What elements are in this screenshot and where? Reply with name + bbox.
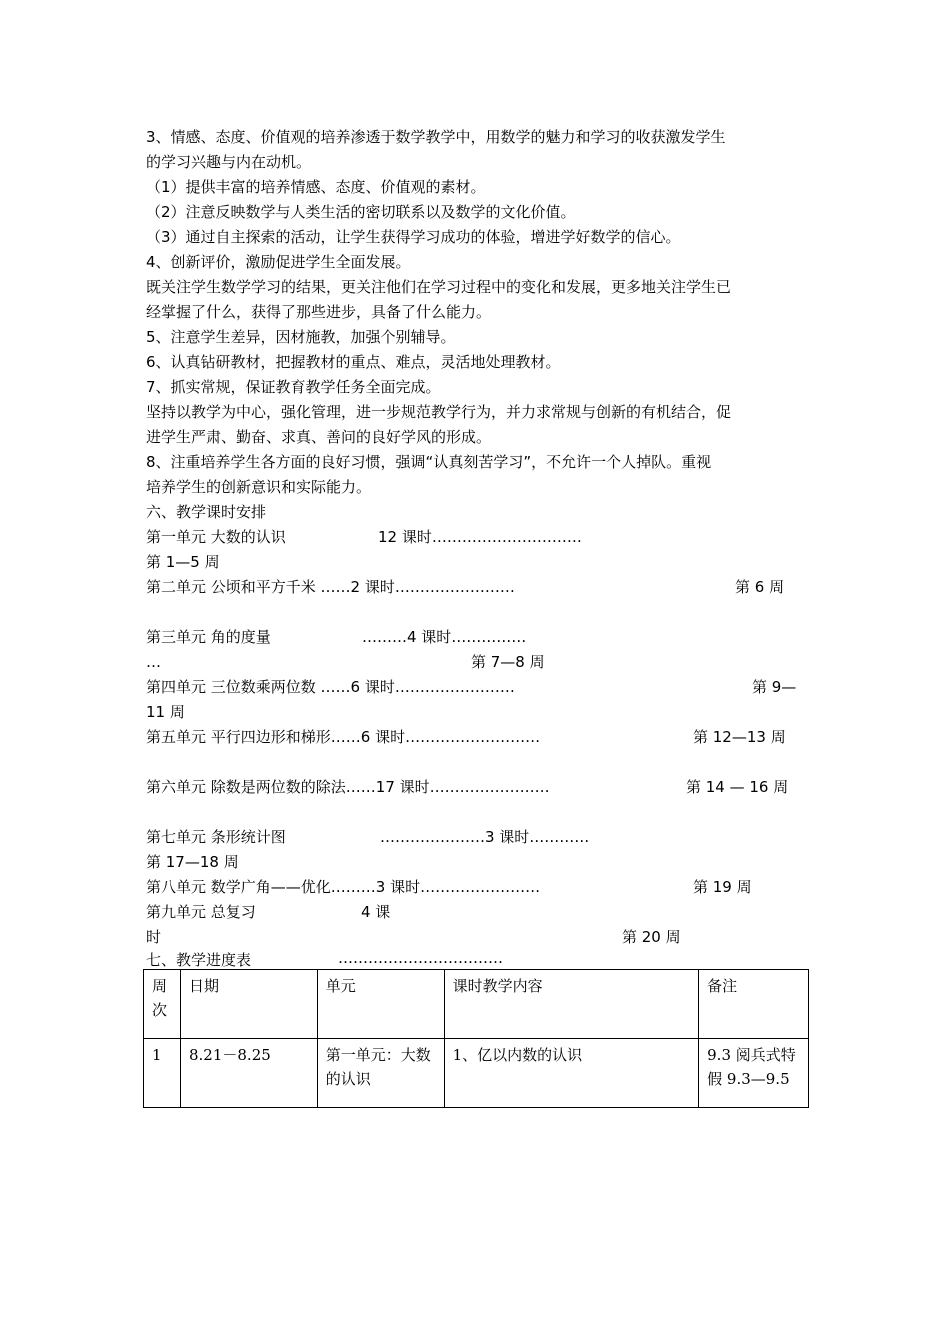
header-week: 周次 [144,970,181,1039]
unit4-name: 第四单元 三位数乘两位数 ……6 课时…………………… [146,678,515,696]
header-date: 日期 [180,970,317,1039]
cell-content: 1、亿以内数的认识 [444,1039,699,1108]
text-line: 坚持以教学为中心，强化管理，进一步规范教学行为，并力求常规与创新的有机结合，促 [146,403,732,421]
text-line: 经掌握了什么，获得了那些进步，具备了什么能力。 [146,303,492,321]
unit4-weeks: 第 9— [752,678,797,696]
text-line: 5、注意学生差异，因材施教，加强个别辅导。 [146,328,456,346]
text-line: 8、注重培养学生各方面的良好习惯，强调“认真刻苦学习”，不允许一个人掉队。重视 [146,453,712,471]
header-content: 课时教学内容 [444,970,699,1039]
unit7-name: 第七单元 条形统计图 [146,828,286,846]
section-dots: …………………………… [338,949,503,967]
text-line: （3）通过自主探索的活动，让学生获得学习成功的体验，增进学好数学的信心。 [146,228,681,246]
unit1-hours: 12 课时………………………… [378,528,582,546]
text-line: 培养学生的创新意识和实际能力。 [146,478,372,496]
unit2-name: 第二单元 公顷和平方千米 ……2 课时…………………… [146,578,515,596]
text-line: 3、情感、态度、价值观的培养渗透于数学教学中，用数学的魅力和学习的收获激发学生 [146,128,726,146]
progress-table [143,969,809,1108]
unit1-name: 第一单元 大数的认识 [146,528,286,546]
header-note: 备注 [699,970,809,1039]
unit3-hours: ………4 课时…………… [362,628,527,646]
unit8-weeks: 第 19 周 [693,878,752,896]
text-line: 7、抓实常规，保证教育教学任务全面完成。 [146,378,441,396]
unit4-weeks-cont: 11 周 [146,703,185,721]
text-line: 6、认真钻研教材，把握教材的重点、难点，灵活地处理教材。 [146,353,561,371]
cell-date: 8.21－8.25 [180,1039,317,1108]
unit2-weeks: 第 6 周 [735,578,785,596]
text-line: （1）提供丰富的培养情感、态度、价值观的素材。 [146,178,486,196]
unit3-dots: … [146,653,161,671]
table-row [144,1039,809,1108]
unit3-weeks: 第 7—8 周 [471,653,545,671]
cell-note: 9.3 阅兵式特假 9.3—9.5 [699,1039,809,1108]
unit1-weeks: 第 1—5 周 [146,553,220,571]
unit7-weeks: 第 17—18 周 [146,853,239,871]
unit6-weeks: 第 14 — 16 周 [686,778,789,796]
unit9-hours-cont: 时 [146,928,162,946]
unit5-weeks: 第 12—13 周 [693,728,786,746]
unit9-weeks: 第 20 周 [622,928,681,946]
unit8-name: 第八单元 数学广角——优化………3 课时…………………… [146,878,541,896]
section-heading: 六、教学课时安排 [146,503,267,521]
section-heading: 七、教学进度表 [146,951,252,969]
text-line: 4、创新评价，激励促进学生全面发展。 [146,253,411,271]
text-line: 的学习兴趣与内在动机。 [146,153,312,171]
text-line: 既关注学生数学学习的结果，更关注他们在学习过程中的变化和发展，更多地关注学生已 [146,278,732,296]
unit7-hours: …………………3 课时………… [380,828,590,846]
unit9-name: 第九单元 总复习 [146,903,256,921]
cell-week: 1 [144,1039,181,1108]
unit6-name: 第六单元 除数是两位数的除法……17 课时…………………… [146,778,550,796]
unit9-hours: 4 课 [361,903,391,921]
table-header-row [144,970,809,1039]
unit3-name: 第三单元 角的度量 [146,628,271,646]
unit5-name: 第五单元 平行四边形和梯形……6 课时……………………… [146,728,541,746]
text-line: 进学生严肃、勤奋、求真、善问的良好学风的形成。 [146,428,492,446]
header-unit: 单元 [317,970,444,1039]
text-line: （2）注意反映数学与人类生活的密切联系以及数学的文化价值。 [146,203,576,221]
cell-unit: 第一单元：大数的认识 [317,1039,444,1108]
